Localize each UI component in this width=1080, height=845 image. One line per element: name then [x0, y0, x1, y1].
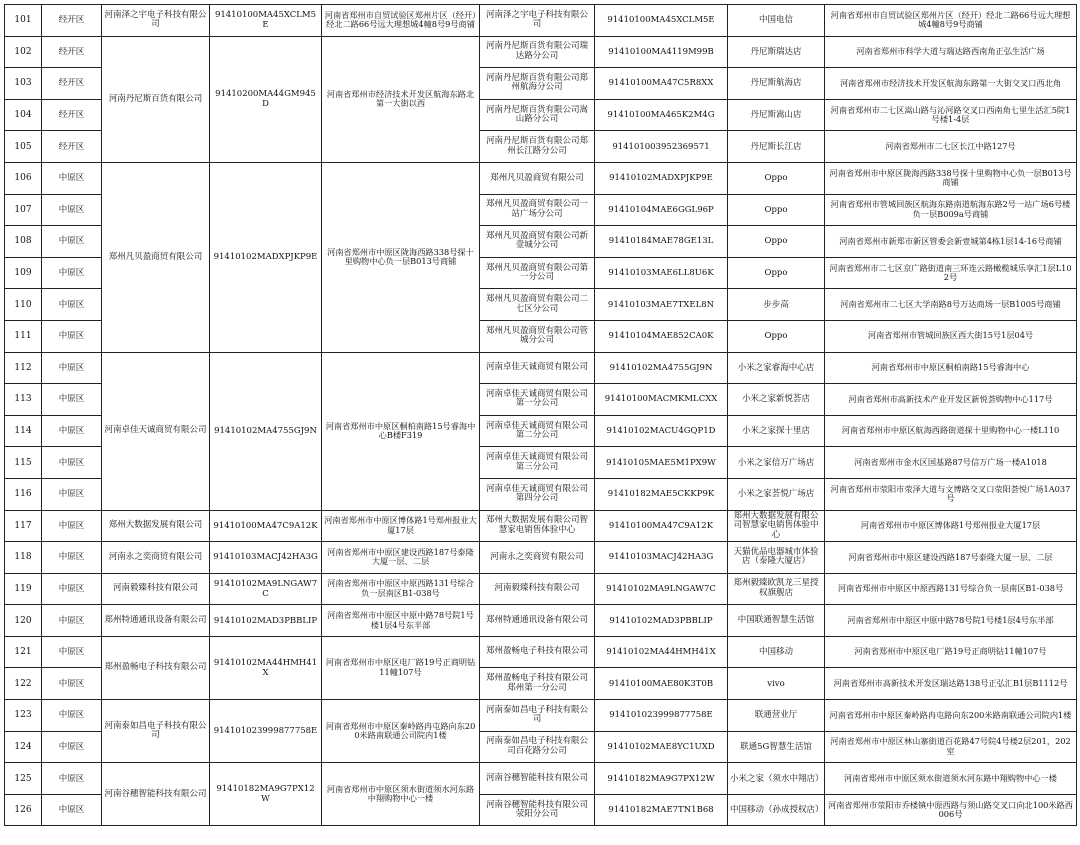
- credit-code-cell: 91410102MA9LNGAW7C: [210, 573, 322, 605]
- registered-address-cell: 河南省郑州市中原区秦岭路冉屯路向东200米路南联通公司院内1楼: [322, 700, 480, 763]
- registered-address-cell: 河南省郑州市中原区电厂路19号正商明钻11幢107号: [322, 636, 480, 699]
- store-name-cell: 郑州特通通讯设备有限公司: [480, 605, 595, 637]
- row-number: 114: [5, 415, 42, 447]
- store-address-cell: 河南省郑州市荥阳市荥泽大道与文博路交叉口荥阳荟悦广场1A037号: [825, 478, 1077, 510]
- store-name-cell: 河南谷穗智能科技有限公司: [480, 763, 595, 795]
- table-row: [5, 352, 1077, 384]
- store-credit-code-cell: 91410182MAE7TN1B68: [595, 794, 728, 826]
- row-number: 103: [5, 68, 42, 100]
- store-address-cell: 河南省郑州市金水区国基路87号信万广场一楼A1018: [825, 447, 1077, 479]
- table-row: [5, 573, 1077, 605]
- district-cell: 中原区: [42, 700, 102, 732]
- district-cell: 中原区: [42, 226, 102, 258]
- table-row: [5, 542, 1077, 574]
- district-cell: 中原区: [42, 478, 102, 510]
- district-cell: 中原区: [42, 320, 102, 352]
- store-credit-code-cell: 914101023999877758E: [595, 700, 728, 732]
- company-cell: 河南永之奕商贸有限公司: [102, 542, 210, 574]
- store-credit-code-cell: 91410103MAE7TXEL8N: [595, 289, 728, 321]
- row-number: 108: [5, 226, 42, 258]
- store-name-cell: 郑州凡贝盈商贸有限公司二七区分公司: [480, 289, 595, 321]
- store-credit-code-cell: 91410100MA47C5R8XX: [595, 68, 728, 100]
- brand-cell: 中国移动（孙成授权店）: [728, 794, 825, 826]
- credit-code-cell: 91410102MAD3PBBLIP: [210, 605, 322, 637]
- row-number: 116: [5, 478, 42, 510]
- company-cell: 郑州凡贝盈商贸有限公司: [102, 162, 210, 352]
- store-name-cell: 郑州盈畅电子科技有限公司郑州第一分公司: [480, 668, 595, 700]
- store-name-cell: 河南丹尼斯百货有限公司瑞达路分公司: [480, 36, 595, 68]
- table-row: [5, 5, 1077, 37]
- store-credit-code-cell: 91410102MA9LNGAW7C: [595, 573, 728, 605]
- district-cell: 中原区: [42, 731, 102, 763]
- store-name-cell: 河南卓佳天诚商贸有限公司: [480, 352, 595, 384]
- store-address-cell: 河南省郑州市中原区中原西路131号综合负一层南区B1-038号: [825, 573, 1077, 605]
- brand-cell: 小米之家（须水中翔店）: [728, 763, 825, 795]
- registry-table: [4, 4, 1077, 826]
- store-credit-code-cell: 91410102MAE8YC1UXD: [595, 731, 728, 763]
- store-credit-code-cell: 91410100MACMKMLCXX: [595, 384, 728, 416]
- district-cell: 中原区: [42, 510, 102, 542]
- store-credit-code-cell: 91410103MAE6LL8U6K: [595, 257, 728, 289]
- brand-cell: 联通5G智慧生活馆: [728, 731, 825, 763]
- credit-code-cell: 91410200MA44GM945D: [210, 36, 322, 162]
- store-credit-code-cell: 91410100MAE80K3T0B: [595, 668, 728, 700]
- brand-cell: 中国联通智慧生活馆: [728, 605, 825, 637]
- store-credit-code-cell: 91410100MA47C9A12K: [595, 510, 728, 542]
- credit-code-cell: 91410100MA47C9A12K: [210, 510, 322, 542]
- store-credit-code-cell: 914101003952369571: [595, 131, 728, 163]
- registered-address-cell: 河南省郑州市经济技术开发区航海东路北第一大街以西: [322, 36, 480, 162]
- district-cell: 经开区: [42, 36, 102, 68]
- credit-code-cell: 91410102MA44HMH41X: [210, 636, 322, 699]
- store-address-cell: 河南省郑州市中原区航海西路街道探十里购物中心一楼L110: [825, 415, 1077, 447]
- district-cell: 中原区: [42, 763, 102, 795]
- store-address-cell: 河南省郑州市高新技术产业开发区新悦荟购物中心117号: [825, 384, 1077, 416]
- company-cell: 郑州大数据发展有限公司: [102, 510, 210, 542]
- district-cell: 中原区: [42, 668, 102, 700]
- row-number: 115: [5, 447, 42, 479]
- brand-cell: 小米之家荟悦广场店: [728, 478, 825, 510]
- store-address-cell: 河南省郑州市中原区须水街道须水河东路中翔购物中心一楼: [825, 763, 1077, 795]
- store-name-cell: 河南丹尼斯百货有限公司郑州长江路分公司: [480, 131, 595, 163]
- store-name-cell: 河南泰如昌电子科技有限公司百花路分公司: [480, 731, 595, 763]
- district-cell: 中原区: [42, 289, 102, 321]
- brand-cell: 小米之家探十里店: [728, 415, 825, 447]
- district-cell: 经开区: [42, 68, 102, 100]
- store-address-cell: 河南省郑州市中原区陇海西路338号探十里购物中心负一层B013号商铺: [825, 162, 1077, 194]
- store-address-cell: 河南省郑州市管城回族区西大街15号1层04号: [825, 320, 1077, 352]
- company-cell: 郑州特通通讯设备有限公司: [102, 605, 210, 637]
- brand-cell: Oppo: [728, 257, 825, 289]
- registered-address-cell: 河南省郑州市中原区中原中路78号院1号楼1层4号东半部: [322, 605, 480, 637]
- brand-cell: 郑州大数据发展有限公司智慧家电销售体验中心: [728, 510, 825, 542]
- company-cell: 河南卓佳天诚商贸有限公司: [102, 352, 210, 510]
- registered-address-cell: 河南省郑州市中原区建设西路187号泰隆大厦一层、二层: [322, 542, 480, 574]
- store-name-cell: 郑州凡贝盈商贸有限公司管城分公司: [480, 320, 595, 352]
- store-credit-code-cell: 91410102MADXPJKP9E: [595, 162, 728, 194]
- store-address-cell: 河南省郑州市二七区嵩山路与沁河路交叉口西南角七里生活汇5院1号楼1-4层: [825, 99, 1077, 131]
- store-name-cell: 河南丹尼斯百货有限公司嵩山路分公司: [480, 99, 595, 131]
- district-cell: 中原区: [42, 194, 102, 226]
- row-number: 126: [5, 794, 42, 826]
- store-name-cell: 郑州凡贝盈商贸有限公司: [480, 162, 595, 194]
- table-row: [5, 510, 1077, 542]
- row-number: 117: [5, 510, 42, 542]
- store-credit-code-cell: 91410104MAE6GGL96P: [595, 194, 728, 226]
- company-cell: 郑州盈畅电子科技有限公司: [102, 636, 210, 699]
- brand-cell: Oppo: [728, 226, 825, 258]
- store-address-cell: 河南省郑州市二七区长江中路127号: [825, 131, 1077, 163]
- registered-address-cell: 河南省郑州市中原区博体路1号郑州报业大厦17层: [322, 510, 480, 542]
- store-address-cell: 河南省郑州市二七区京广路街道南三环连云路橄榄城乐享汇1层L102号: [825, 257, 1077, 289]
- district-cell: 中原区: [42, 573, 102, 605]
- district-cell: 中原区: [42, 352, 102, 384]
- district-cell: 中原区: [42, 415, 102, 447]
- store-address-cell: 河南省郑州市中原区林山寨街道百花路47号院4号楼2层201，202室: [825, 731, 1077, 763]
- store-address-cell: 河南省郑州市中原区桐柏南路15号睿海中心: [825, 352, 1077, 384]
- district-cell: 中原区: [42, 794, 102, 826]
- store-address-cell: 河南省郑州市二七区大学南路8号万达商场一层B1005号商铺: [825, 289, 1077, 321]
- store-name-cell: 河南丹尼斯百货有限公司郑州航海分公司: [480, 68, 595, 100]
- district-cell: 中原区: [42, 636, 102, 668]
- store-credit-code-cell: 91410102MAD3PBBLIP: [595, 605, 728, 637]
- brand-cell: Oppo: [728, 162, 825, 194]
- store-name-cell: 郑州大数据发展有限公司智慧家电销售体验中心: [480, 510, 595, 542]
- company-cell: 河南泽之宇电子科技有限公司: [102, 5, 210, 37]
- store-credit-code-cell: 91410182MA9G7PX12W: [595, 763, 728, 795]
- row-number: 119: [5, 573, 42, 605]
- store-name-cell: 河南毅臻科技有限公司: [480, 573, 595, 605]
- row-number: 118: [5, 542, 42, 574]
- credit-code-cell: 91410102MA4755GJ9N: [210, 352, 322, 510]
- store-credit-code-cell: 91410100MA45XCLM5E: [595, 5, 728, 37]
- table-row: [5, 605, 1077, 637]
- credit-code-cell: 91410100MA45XCLM5E: [210, 5, 322, 37]
- table-row: [5, 700, 1077, 732]
- district-cell: 中原区: [42, 542, 102, 574]
- brand-cell: 小米之家睿海中心店: [728, 352, 825, 384]
- brand-cell: Oppo: [728, 194, 825, 226]
- row-number: 105: [5, 131, 42, 163]
- registered-address-cell: 河南省郑州市中原区须水街道须水河东路中翔购物中心一楼: [322, 763, 480, 826]
- store-name-cell: 河南卓佳天诚商贸有限公司第三分公司: [480, 447, 595, 479]
- table-row: [5, 162, 1077, 194]
- row-number: 112: [5, 352, 42, 384]
- row-number: 107: [5, 194, 42, 226]
- store-name-cell: 河南泰如昌电子科技有限公司: [480, 700, 595, 732]
- brand-cell: 中国移动: [728, 636, 825, 668]
- store-name-cell: 河南卓佳天诚商贸有限公司第四分公司: [480, 478, 595, 510]
- district-cell: 经开区: [42, 131, 102, 163]
- credit-code-cell: 91410103MACJ42HA3G: [210, 542, 322, 574]
- store-credit-code-cell: 91410105MAE5M1PX9W: [595, 447, 728, 479]
- store-address-cell: 河南省郑州市中原区秦岭路冉屯路向东200米路南联通公司院内1楼: [825, 700, 1077, 732]
- store-name-cell: 河南泽之宇电子科技有限公司: [480, 5, 595, 37]
- row-number: 122: [5, 668, 42, 700]
- brand-cell: 丹尼斯嵩山店: [728, 99, 825, 131]
- district-cell: 经开区: [42, 5, 102, 37]
- brand-cell: 小米之家信万广场店: [728, 447, 825, 479]
- store-name-cell: 河南卓佳天诚商贸有限公司第二分公司: [480, 415, 595, 447]
- brand-cell: 郑州毅臻欧凯龙三星授权旗舰店: [728, 573, 825, 605]
- store-address-cell: 河南省郑州市中原区建设西路187号泰隆大厦一层、二层: [825, 542, 1077, 574]
- brand-cell: 联通营业厅: [728, 700, 825, 732]
- credit-code-cell: 91410102MADXPJKP9E: [210, 162, 322, 352]
- store-address-cell: 河南省郑州市中原区博体路1号郑州报业大厦17层: [825, 510, 1077, 542]
- brand-cell: 丹尼斯长江店: [728, 131, 825, 163]
- store-address-cell: 河南省郑州市管城回族区航海东路南道航海东路2号一站广场6号楼负一层B009a号商铺: [825, 194, 1077, 226]
- store-name-cell: 河南永之奕商贸有限公司: [480, 542, 595, 574]
- store-credit-code-cell: 91410103MACJ42HA3G: [595, 542, 728, 574]
- store-credit-code-cell: 91410102MA44HMH41X: [595, 636, 728, 668]
- registered-address-cell: 河南省郑州市中原区陇海西路338号探十里购物中心负一层B013号商铺: [322, 162, 480, 352]
- brand-cell: vivo: [728, 668, 825, 700]
- credit-code-cell: 91410182MA9G7PX12W: [210, 763, 322, 826]
- registered-address-cell: 河南省郑州市自贸试验区郑州片区（经开）经北二路66号远大理想城4幢8号9号商铺: [322, 5, 480, 37]
- company-cell: 河南毅臻科技有限公司: [102, 573, 210, 605]
- row-number: 123: [5, 700, 42, 732]
- brand-cell: 小米之家新悦荟店: [728, 384, 825, 416]
- store-credit-code-cell: 91410102MA4755GJ9N: [595, 352, 728, 384]
- district-cell: 中原区: [42, 384, 102, 416]
- store-name-cell: 郑州盈畅电子科技有限公司: [480, 636, 595, 668]
- district-cell: 中原区: [42, 605, 102, 637]
- company-cell: 河南泰如昌电子科技有限公司: [102, 700, 210, 763]
- store-name-cell: 郑州凡贝盈商贸有限公司一站广场分公司: [480, 194, 595, 226]
- row-number: 121: [5, 636, 42, 668]
- row-number: 124: [5, 731, 42, 763]
- district-cell: 中原区: [42, 257, 102, 289]
- store-address-cell: 河南省郑州市中原区中原中路78号院1号楼1层4号东半部: [825, 605, 1077, 637]
- brand-cell: 步步高: [728, 289, 825, 321]
- credit-code-cell: 914101023999877758E: [210, 700, 322, 763]
- store-name-cell: 河南卓佳天诚商贸有限公司第一分公司: [480, 384, 595, 416]
- store-address-cell: 河南省郑州市经济技术开发区航海东路第一大街交叉口西北角: [825, 68, 1077, 100]
- store-credit-code-cell: 91410184MAE78GE13L: [595, 226, 728, 258]
- row-number: 104: [5, 99, 42, 131]
- district-cell: 经开区: [42, 99, 102, 131]
- row-number: 101: [5, 5, 42, 37]
- row-number: 113: [5, 384, 42, 416]
- row-number: 102: [5, 36, 42, 68]
- store-address-cell: 河南省郑州市荥阳市乔楼镇中原西路与须山路交叉口向北100米路西006号: [825, 794, 1077, 826]
- store-address-cell: 河南省郑州市高新技术开发区瑞达路138号正弘汇B1层B1112号: [825, 668, 1077, 700]
- brand-cell: 天猫优品电器城市体验店（泰隆大厦店）: [728, 542, 825, 574]
- store-address-cell: 河南省郑州市自贸试验区郑州片区（经开）经北二路66号远大理想城4幢8号9号商铺: [825, 5, 1077, 37]
- store-credit-code-cell: 91410102MACU4GQP1D: [595, 415, 728, 447]
- store-address-cell: 河南省郑州市科学大道与瑞达路西南角正弘生活广场: [825, 36, 1077, 68]
- brand-cell: 丹尼斯航海店: [728, 68, 825, 100]
- table-row: [5, 636, 1077, 668]
- store-credit-code-cell: 91410100MA4119M99B: [595, 36, 728, 68]
- store-credit-code-cell: 91410104MAE852CA0K: [595, 320, 728, 352]
- row-number: 109: [5, 257, 42, 289]
- store-credit-code-cell: 91410182MAE5CKKP9K: [595, 478, 728, 510]
- store-name-cell: 郑州凡贝盈商贸有限公司第一分公司: [480, 257, 595, 289]
- district-cell: 中原区: [42, 162, 102, 194]
- brand-cell: Oppo: [728, 320, 825, 352]
- store-name-cell: 郑州凡贝盈商贸有限公司新壹城分公司: [480, 226, 595, 258]
- row-number: 120: [5, 605, 42, 637]
- company-cell: 河南丹尼斯百货有限公司: [102, 36, 210, 162]
- table-row: [5, 36, 1077, 68]
- row-number: 110: [5, 289, 42, 321]
- store-address-cell: 河南省郑州市中原区电厂路19号正商明钻11幢107号: [825, 636, 1077, 668]
- row-number: 111: [5, 320, 42, 352]
- registered-address-cell: 河南省郑州市中原区中原西路131号综合负一层南区B1-038号: [322, 573, 480, 605]
- store-name-cell: 河南谷穗智能科技有限公司荥阳分公司: [480, 794, 595, 826]
- row-number: 125: [5, 763, 42, 795]
- district-cell: 中原区: [42, 447, 102, 479]
- brand-cell: 丹尼斯瑞达店: [728, 36, 825, 68]
- row-number: 106: [5, 162, 42, 194]
- table-row: [5, 763, 1077, 795]
- store-credit-code-cell: 91410100MA465K2M4G: [595, 99, 728, 131]
- store-address-cell: 河南省郑州市新郑市新区管委会新壹城第4栋1层14-16号商铺: [825, 226, 1077, 258]
- registered-address-cell: 河南省郑州市中原区桐柏南路15号睿海中心B楼F319: [322, 352, 480, 510]
- brand-cell: 中国电信: [728, 5, 825, 37]
- company-cell: 河南谷穗智能科技有限公司: [102, 763, 210, 826]
